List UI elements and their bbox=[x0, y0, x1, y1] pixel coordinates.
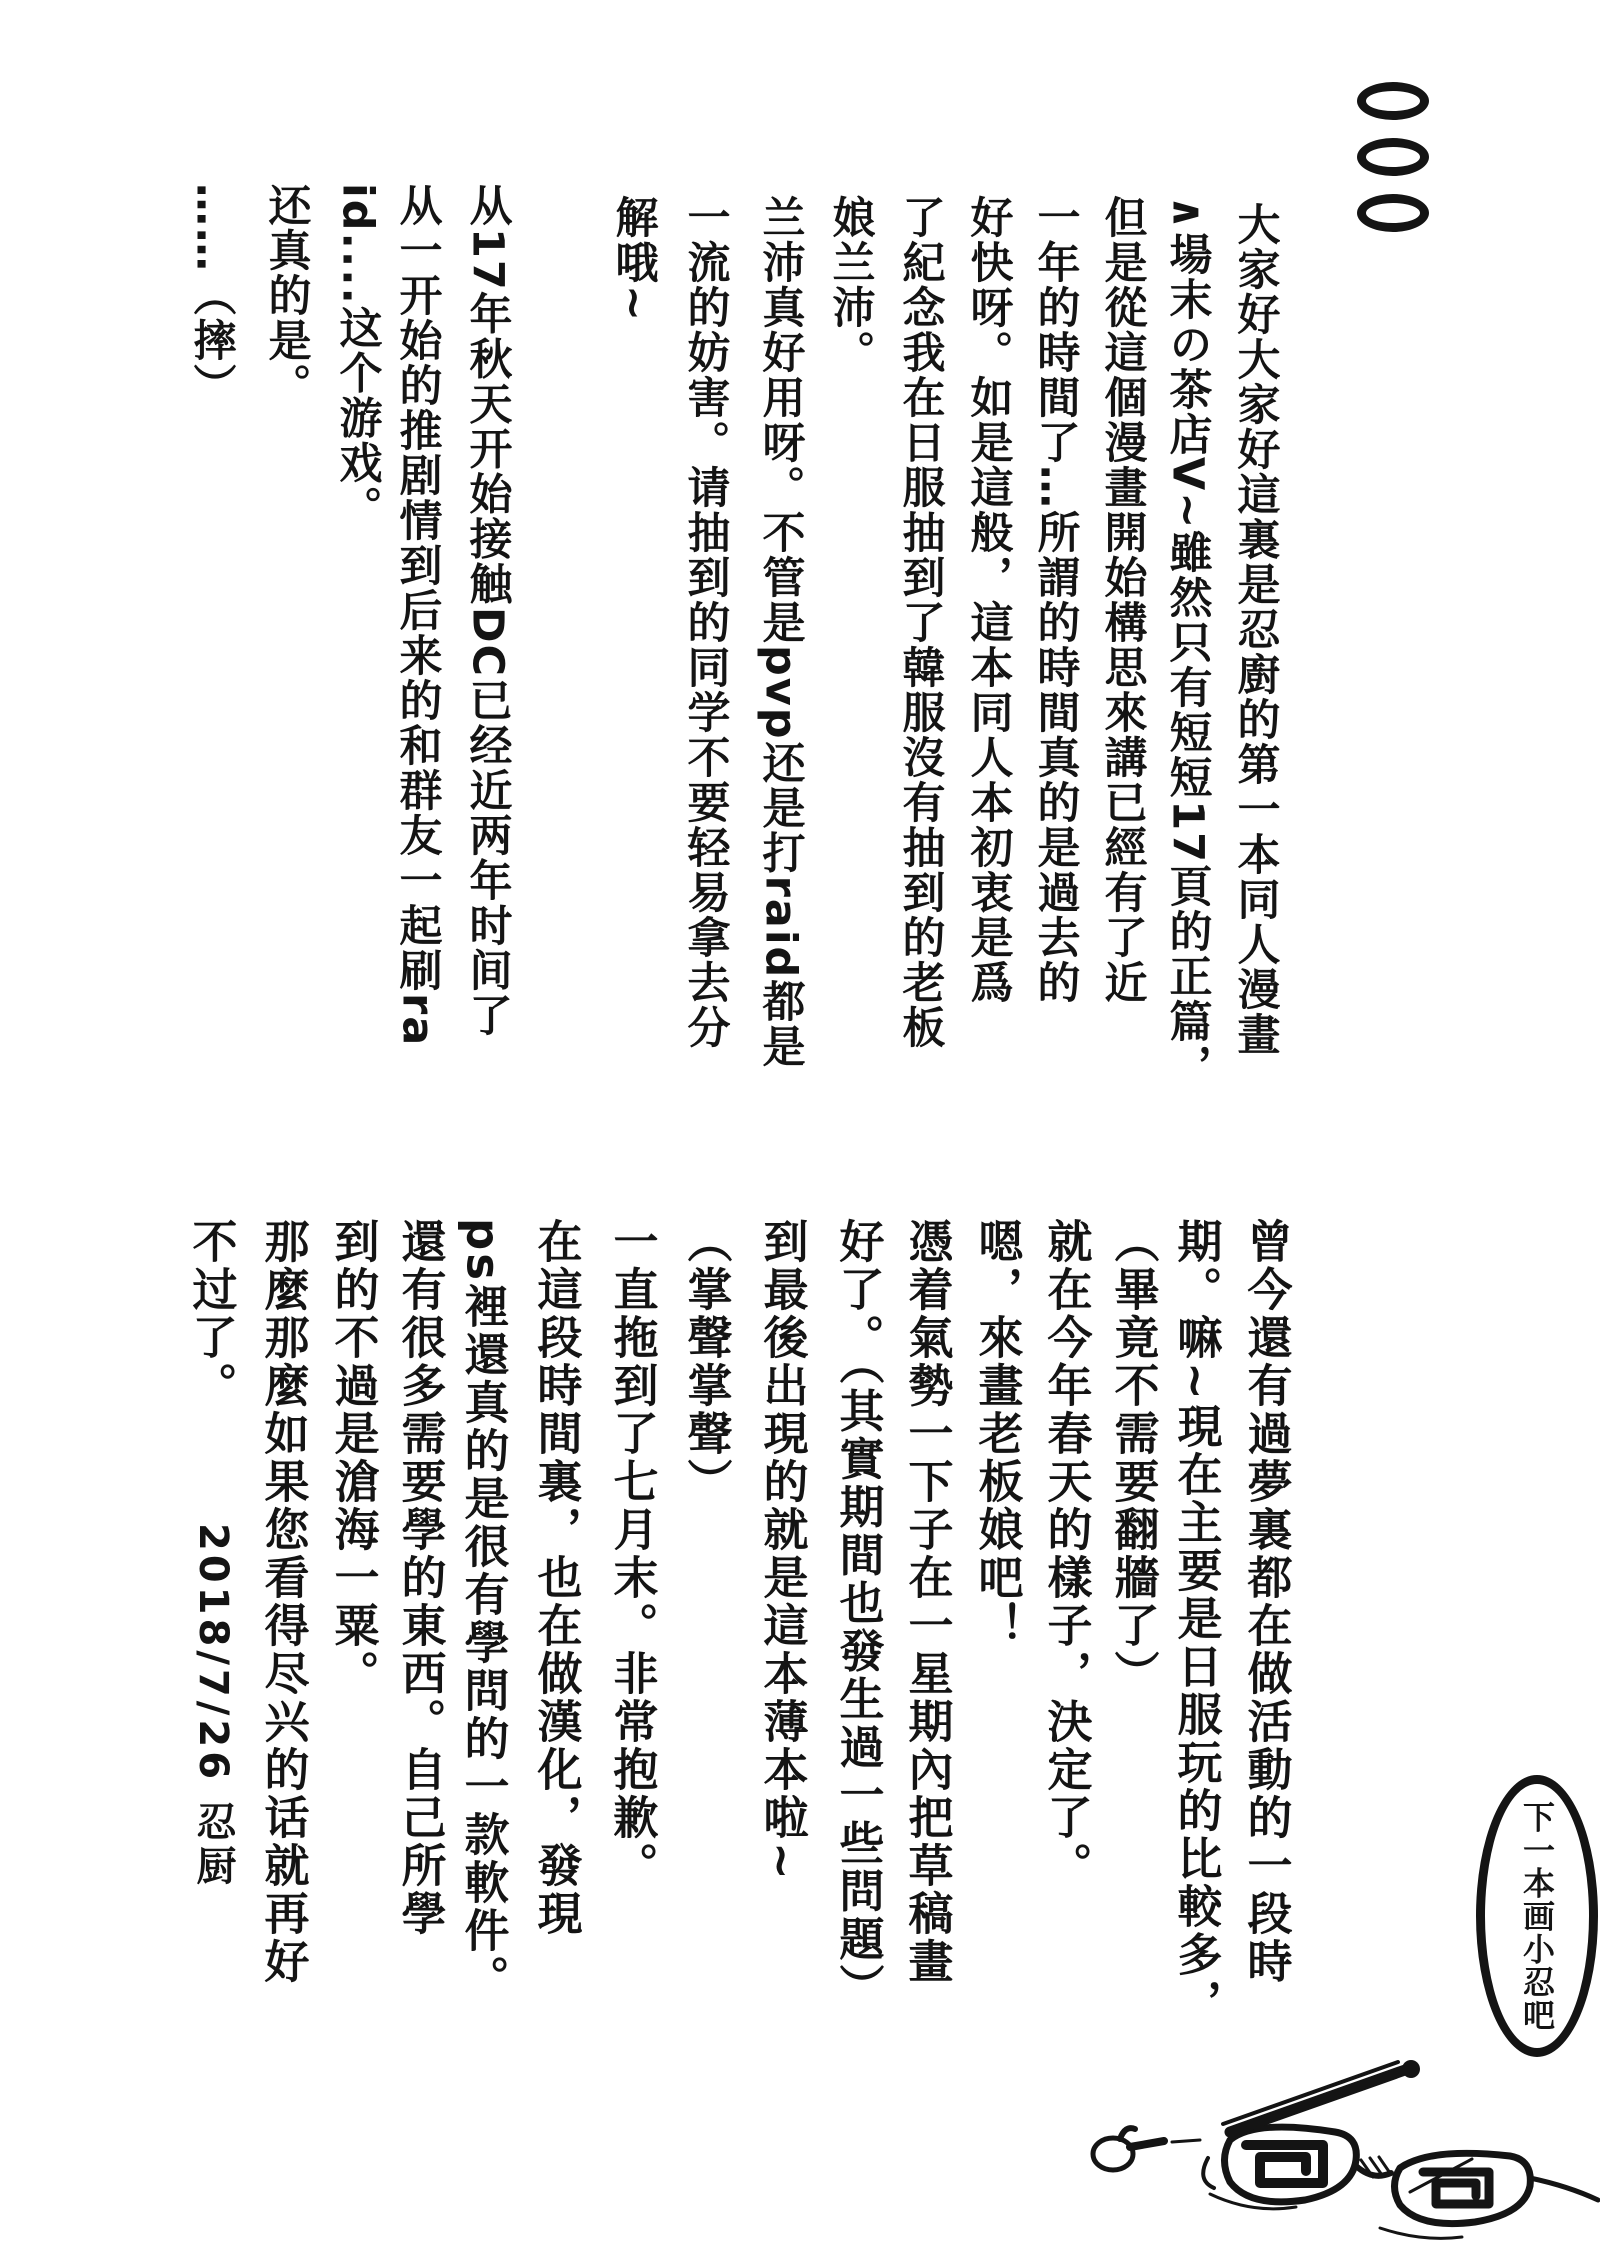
text-column: 解哦~ bbox=[608, 195, 659, 324]
signature-date: 2018/7/26 忍厨 bbox=[190, 1523, 236, 1889]
text-column: 兰沛真好用呀。不管是pvp还是打raid都是 bbox=[755, 195, 806, 1070]
glasses-sketch bbox=[1080, 2040, 1600, 2255]
page-marker-circle bbox=[1357, 82, 1429, 120]
text-column: （掌聲掌聲） bbox=[679, 1218, 733, 1506]
text-column: 好了。（其實期間也發生過一些問題） bbox=[831, 1218, 885, 2012]
temple-arm-right bbox=[1530, 2178, 1598, 2200]
speech-bubble-text: 下一本画小忍吧 bbox=[1518, 1800, 1556, 2032]
text-column: 不过了。 bbox=[184, 1218, 238, 1410]
text-column: 大家好大家好這裏是忍廚的第一本同人漫畫 bbox=[1230, 202, 1281, 1057]
page-marker-circle bbox=[1357, 138, 1429, 176]
text-column: 好快呀。如是這般，這本同人本初衷是爲 bbox=[963, 195, 1014, 1005]
text-column: 曾今還有過夢裏都在做活動的一段時 bbox=[1239, 1218, 1293, 1986]
text-column: 還有很多需要學的東西。自己所學 bbox=[393, 1218, 447, 1938]
pointing-hand-icon bbox=[1093, 2128, 1200, 2170]
text-column: 娘兰沛。 bbox=[825, 195, 876, 375]
shadow-line bbox=[1380, 2228, 1462, 2238]
temple-arm bbox=[1223, 2060, 1420, 2132]
text-column: 嗯，來畫老板娘吧！ bbox=[970, 1218, 1024, 1650]
text-column: 从一开始的推剧情到后来的和群友一起刷ra bbox=[392, 183, 443, 1048]
text-column: ∧場末の茶店V~雖然只有短短17頁的正篇， bbox=[1162, 195, 1213, 1090]
page-marker-circles bbox=[1357, 82, 1429, 232]
bridge bbox=[1356, 2157, 1391, 2177]
text-column: 在這段時間裏，也在做漢化，發現 bbox=[529, 1218, 583, 1938]
page-marker-circle bbox=[1357, 194, 1429, 232]
right-lens bbox=[1395, 2153, 1531, 2223]
text-column: 还真的是。 bbox=[261, 183, 312, 408]
speech-bubble bbox=[1476, 1775, 1598, 2057]
text-column: 到的不過是滄海一粟。 bbox=[326, 1218, 380, 1698]
text-column: 一直拖到了七月末。非常抱歉。 bbox=[605, 1218, 659, 1890]
left-lens bbox=[1225, 2127, 1357, 2202]
text-column: 一年的時間了…所謂的時間真的是過去的 bbox=[1030, 195, 1081, 1005]
text-column: ……（摔） bbox=[186, 183, 237, 408]
text-column: 但是從這個漫畫開始構思來講已經有了近 bbox=[1097, 195, 1148, 1005]
text-column: 到最後出現的就是這本薄本啦~ bbox=[755, 1218, 809, 1883]
nose-pad-line bbox=[1203, 2158, 1214, 2188]
text-column: 憑着氣勢一下子在一星期內把草稿畫 bbox=[900, 1218, 954, 1986]
text-column: id....这个游戏。 bbox=[332, 183, 383, 531]
text-column: 一流的妨害。请抽到的同学不要轻易拿去分 bbox=[680, 195, 731, 1050]
text-column: 从17年秋天开始接触DC已经近两年时间了 bbox=[462, 183, 513, 1039]
text-column: 那麼那麼如果您看得尽兴的话就再好 bbox=[256, 1218, 310, 1986]
text-column: 了紀念我在日服抽到了韓服沒有抽到的老板 bbox=[895, 195, 946, 1050]
text-column: （畢竟不需要翻牆了） bbox=[1106, 1218, 1160, 1698]
text-column: 就在今年春天的樣子，決定了。 bbox=[1039, 1218, 1093, 1890]
text-column: ps裡還真的是很有學問的一款軟件。 bbox=[456, 1218, 510, 2003]
text-column: 期。嘛~現在主要是日服玩的比較多， bbox=[1169, 1218, 1223, 2027]
